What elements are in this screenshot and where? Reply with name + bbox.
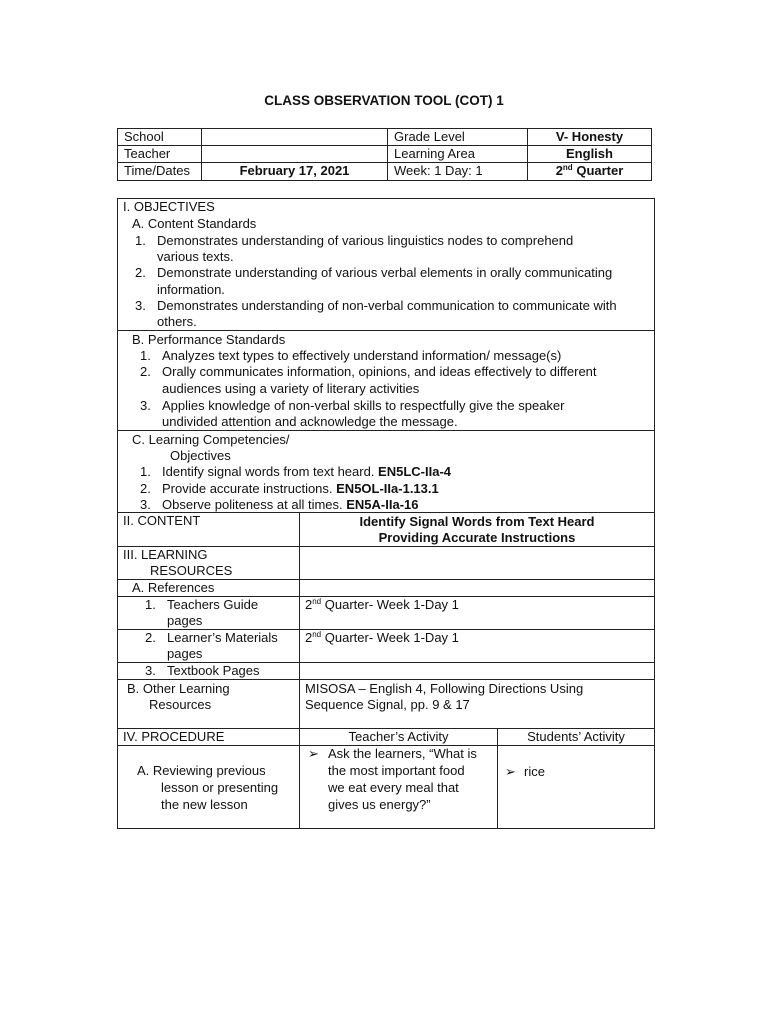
learning-resources-label: III. LEARNING RESOURCES [117, 546, 300, 580]
textbook-pages-value [299, 662, 655, 680]
competency-1-num: 1. [140, 464, 151, 479]
bullet-arrow-icon: ➢ [505, 764, 516, 779]
learners-materials-label: 2. Learner’s Materials pages [117, 629, 300, 663]
content-topic-line-2: Providing Accurate Instructions [378, 530, 576, 545]
competency-1: Identify signal words from text heard. EN5LC-IIa-4 [162, 464, 452, 479]
competency-2: Provide accurate instructions. EN5OL-IIa-1.13.1 [162, 481, 439, 496]
competency-3-num: 3. [140, 497, 151, 512]
content-label: II. CONTENT [117, 512, 300, 547]
objectives-heading: I. OBJECTIVES [123, 199, 215, 214]
content-item-2-num: 2. [135, 265, 146, 280]
performance-item-2-cont: audiences using a variety of literary activities [162, 381, 420, 396]
learners-materials-value: 2nd Quarter- Week 1-Day 1 [299, 629, 655, 663]
content-item-1: Demonstrates understanding of various linguistics nodes to comprehend [157, 233, 574, 248]
content-item-3-num: 3. [135, 298, 146, 313]
content-topic [299, 512, 655, 547]
procedure-label: IV. PROCEDURE [117, 728, 300, 746]
textbook-pages-label: 3. Textbook Pages [117, 662, 300, 680]
student-answer: rice [524, 764, 545, 779]
content-item-2: Demonstrate understanding of various verbal elements in orally communicating [157, 265, 613, 280]
learning-resources-value [299, 546, 655, 580]
teacher-label: Teacher [117, 145, 202, 163]
other-resources-label: B. Other Learning Resources [117, 679, 300, 729]
references-value [299, 579, 655, 597]
performance-section [117, 330, 655, 431]
competency-3-code: EN5A-IIa-16 [346, 497, 419, 512]
grade-level-value: V- Honesty [527, 128, 652, 146]
step-a-label: A. Reviewing previous lesson or presenting the new lesson [117, 745, 300, 829]
week-day-label: Week: 1 Day: 1 [387, 162, 528, 181]
performance-item-1-num: 1. [140, 348, 151, 363]
competencies-label-2: Objectives [170, 448, 231, 463]
quarter-value: 2nd Quarter [527, 162, 652, 181]
content-item-1-num: 1. [135, 233, 146, 248]
time-dates-label: Time/Dates [117, 162, 202, 181]
learning-area-value: English [527, 145, 652, 163]
performance-item-2-num: 2. [140, 364, 151, 379]
content-item-2-cont: information. [157, 282, 225, 297]
competency-2-code: EN5OL-IIa-1.13.1 [336, 481, 439, 496]
competency-2-num: 2. [140, 481, 151, 496]
competencies-section [117, 430, 655, 513]
other-resources-value: MISOSA – English 4, Following Directions Using Sequence Signal, pp. 9 & 17 [299, 679, 655, 729]
teachers-guide-value: 2nd Quarter- Week 1-Day 1 [299, 596, 655, 630]
references-label: A. References [117, 579, 300, 597]
performance-item-3: Applies knowledge of non-verbal skills to respectfully give the speaker [162, 398, 565, 413]
content-item-3: Demonstrates understanding of non-verbal communication to communicate with [157, 298, 617, 313]
performance-item-1: Analyzes text types to effectively understand information/ message(s) [162, 348, 562, 363]
content-standards-label: A. Content Standards [132, 216, 257, 231]
performance-item-3-num: 3. [140, 398, 151, 413]
performance-item-3-cont: undivided attention and acknowledge the message. [162, 414, 458, 429]
performance-standards-label: B. Performance Standards [132, 332, 286, 347]
teachers-guide-label: 1. Teachers Guide pages [117, 596, 300, 630]
time-dates-value: February 17, 2021 [201, 162, 388, 181]
teachers-activity-cell: ➢ Ask the learners, “What is the most important food we eat every meal that gives us energy?” [299, 745, 498, 829]
students-activity-cell [497, 745, 655, 829]
content-topic-line-1: Identify Signal Words from Text Heard [359, 514, 595, 529]
document-title: CLASS OBSERVATION TOOL (COT) 1 [264, 93, 504, 108]
grade-level-label: Grade Level [387, 128, 528, 146]
competency-1-code: EN5LC-IIa-4 [378, 464, 452, 479]
learning-area-label: Learning Area [387, 145, 528, 163]
competencies-label: C. Learning Competencies/ [132, 432, 290, 447]
competency-3: Observe politeness at all times. EN5A-IIa-16 [162, 497, 419, 512]
content-item-1-cont: various texts. [157, 249, 234, 264]
performance-item-2: Orally communicates information, opinions, and ideas effectively to different [162, 364, 597, 379]
school-value [201, 128, 388, 146]
content-item-3-cont: others. [157, 314, 197, 329]
objectives-section [117, 198, 655, 331]
students-activity-header: Students’ Activity [497, 728, 655, 746]
bullet-arrow-icon: ➢ [308, 746, 319, 761]
teacher-value [201, 145, 388, 163]
teachers-activity-header: Teacher’s Activity [299, 728, 498, 746]
school-label: School [117, 128, 202, 146]
